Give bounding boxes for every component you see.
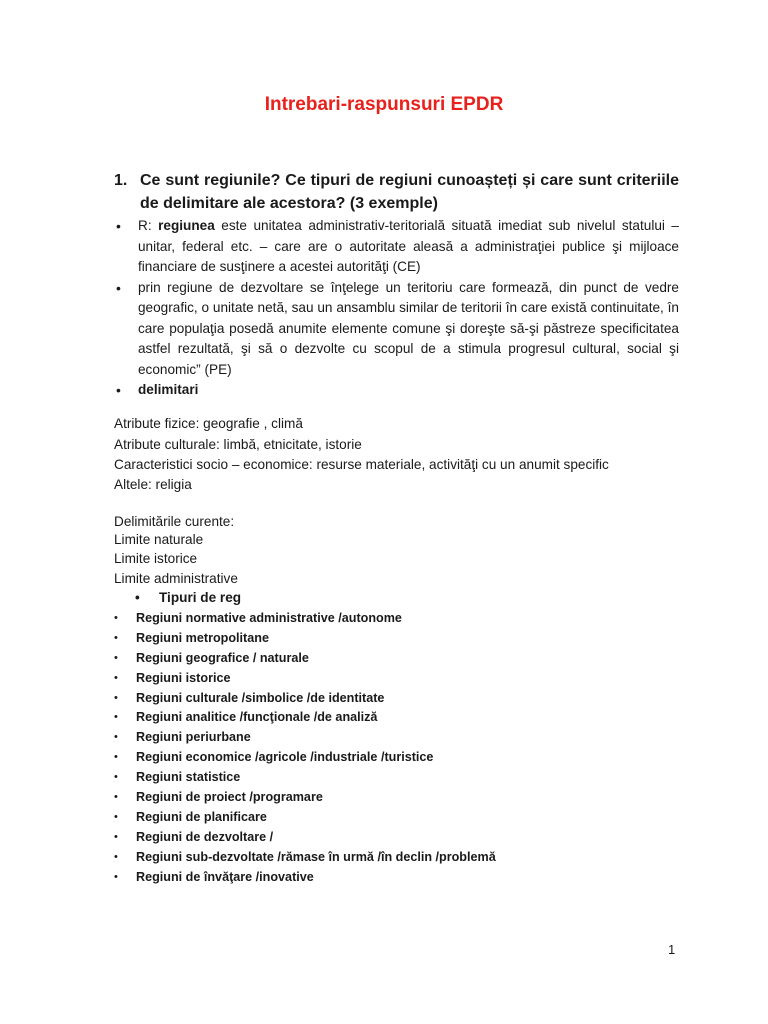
region-type-item: • Regiuni metropolitane — [114, 629, 496, 649]
answer-text: este unitatea administrativ-teritorială situată imediat sub nivelul statului – unitar, federal etc. – care are o autoritate aleasă a administraţiei publice şi mijloace financiare de susţinere a acestei autorităţi (CE) — [138, 218, 679, 274]
answer-bullet-development-region — [114, 278, 679, 381]
region-types-list — [114, 609, 496, 887]
region-type-item: • Regiuni geografice / naturale — [114, 649, 496, 669]
attribute-line: Altele: religia — [114, 477, 192, 492]
answer-bullet-delimitari — [114, 380, 679, 401]
region-type-item: • Regiuni culturale /simbolice /de identitate — [114, 689, 496, 709]
delimitari-heading: delimitari — [138, 382, 199, 397]
question-text: Ce sunt regiunile? Ce tipuri de regiuni cunoașteți și care sunt criteriile de delimitare ale acestora? (3 exemple) — [140, 172, 679, 212]
answer-prefix: R: — [138, 218, 159, 233]
delimitation-item: Limite naturale — [114, 532, 204, 547]
answer-bullets — [114, 216, 679, 401]
attribute-line: Atribute fizice: geografie , climă — [114, 416, 303, 431]
current-delimitations-heading: Delimitările curente: — [114, 514, 235, 529]
region-type-item: • Regiuni de învăţare /inovative — [114, 868, 496, 888]
attribute-line: Atribute culturale: limbă, etnicitate, istorie — [114, 437, 362, 452]
answer-term: regiunea — [158, 218, 215, 233]
region-type-item: • Regiuni analitice /funcţionale /de analiză — [114, 708, 496, 728]
region-type-item: • Regiuni statistice — [114, 768, 496, 788]
region-type-item: • Regiuni sub-dezvoltate /rămase în urmă /în declin /problemă — [114, 848, 496, 868]
region-type-item: • Regiuni de planificare — [114, 808, 496, 828]
answer-text: prin regiune de dezvoltare se înţelege un teritoriu care formează, din punct de vedre geografic, o unitate netă, sau un ansamblu similar de teritorii în care există continuitate, în care populaţia posedă anumite elemente comune şi doreşte să-şi păstreze specificitatea astfel rezultată, şi să o dezvolte cu scopul de a stimula progresul cultural, social şi economic” (PE) — [138, 279, 679, 377]
region-type-item: • Regiuni normative administrative /autonome — [114, 609, 496, 629]
bullet-icon: • — [135, 590, 140, 605]
delimitation-item: Limite administrative — [114, 571, 238, 586]
question-number: 1. — [114, 172, 128, 189]
page-number: 1 — [668, 942, 676, 957]
answer-bullet-definition — [114, 216, 679, 278]
region-type-item: • Regiuni economice /agricole /industriale /turistice — [114, 748, 496, 768]
delimitation-item: Limite istorice — [114, 551, 198, 566]
region-type-item: • Regiuni periurbane — [114, 728, 496, 748]
document-title: Intrebari-raspunsuri EPDR — [264, 94, 504, 115]
region-type-item: • Regiuni istorice — [114, 669, 496, 689]
region-type-item: • Regiuni de dezvoltare / — [114, 828, 496, 848]
attribute-line: Caracteristici socio – economice: resurse materiale, activităţi cu un anumit specific — [114, 457, 609, 472]
region-type-item: • Regiuni de proiect /programare — [114, 788, 496, 808]
region-types-heading: Tipuri de reg — [159, 590, 242, 605]
